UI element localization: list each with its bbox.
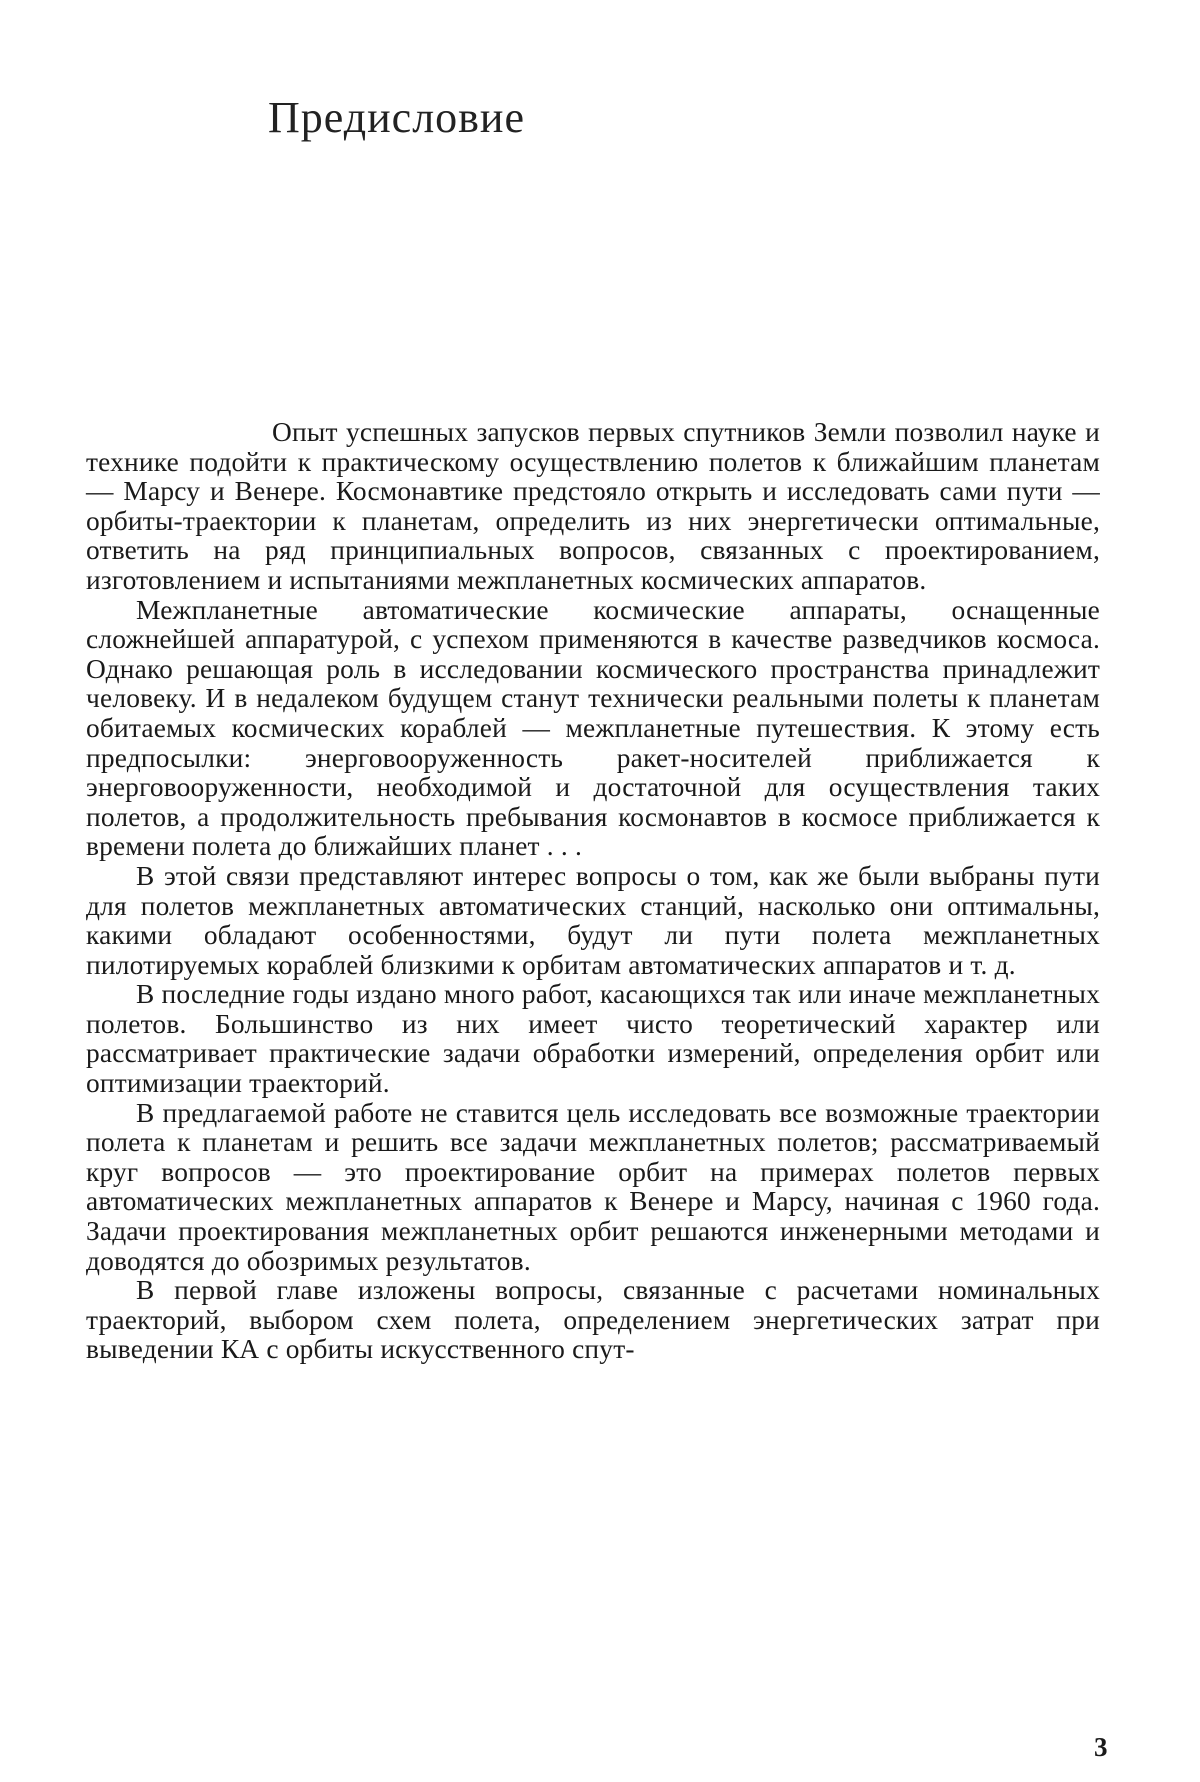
page-number: 3	[1094, 1732, 1108, 1762]
paragraph-6: В первой главе изложены вопросы, связанные с расчетами номинальных траекторий, выбором схем полета, определением энергетических затрат при выведении КА с орбиты искусственного спут-	[86, 1275, 1100, 1365]
page-title: Предисловие	[268, 93, 525, 142]
paragraph-5: В предлагаемой работе не ставится цель исследовать все возможные траектории полета к планетам и решить все задачи межпланетных полетов; рассматриваемый круг вопросов — это проектирование орбит на примерах полетов первых автоматических межпланетных аппаратов к Венере и Марсу, начиная с 1960 года. Задачи проектирования межпланетных орбит решаются инженерными методами и доводятся до обозримых результатов.	[86, 1097, 1100, 1276]
paragraph-4: В последние годы издано много работ, касающихся так или иначе межпланетных полетов. Большинство из них имеет чисто теоретический характер или рассматривает практические задачи обработки измерений, определения орбит или оптимизации траекторий.	[86, 979, 1100, 1099]
body-text	[86, 418, 1100, 1365]
paragraph-3: В этой связи представляют интерес вопросы о том, как же были выбраны пути для полетов межпланетных автоматических станций, насколько они оптимальны, какими обладают особенностями, будут ли пути полета межпланетных пилотируемых кораблей близкими к орбитам автоматических аппаратов и т. д.	[86, 860, 1100, 980]
paragraph-2: Межпланетные автоматические космические аппараты, оснащенные сложнейшей аппаратурой, с успехом применяются в качестве разведчиков космоса. Однако решающая роль в исследовании космического пространства принадлежит человеку. И в недалеком будущем станут технически реальными полеты к планетам обитаемых космических кораблей — межпланетные путешествия. К этому есть предпосылки: энерговооруженность ракет-носителей приближается к энерговооруженности, необходимой и достаточной для осуществления таких полетов, а продолжительность пребывания космонавтов в космосе приближается к времени полета до ближайших планет . . .	[86, 594, 1100, 862]
paragraph-1: Опыт успешных запусков первых спутников Земли позволил науке и технике подойти к практическому осуществлению полетов к ближайшим планетам — Марсу и Венере. Космонавтике предстояло открыть и исследовать сами пути — орбиты-траектории к планетам, определить из них энергетически оптимальные, ответить на ряд принципиальных вопросов, связанных с проектированием, изготовлением и испытаниями межпланетных космических аппаратов.	[86, 417, 1100, 595]
